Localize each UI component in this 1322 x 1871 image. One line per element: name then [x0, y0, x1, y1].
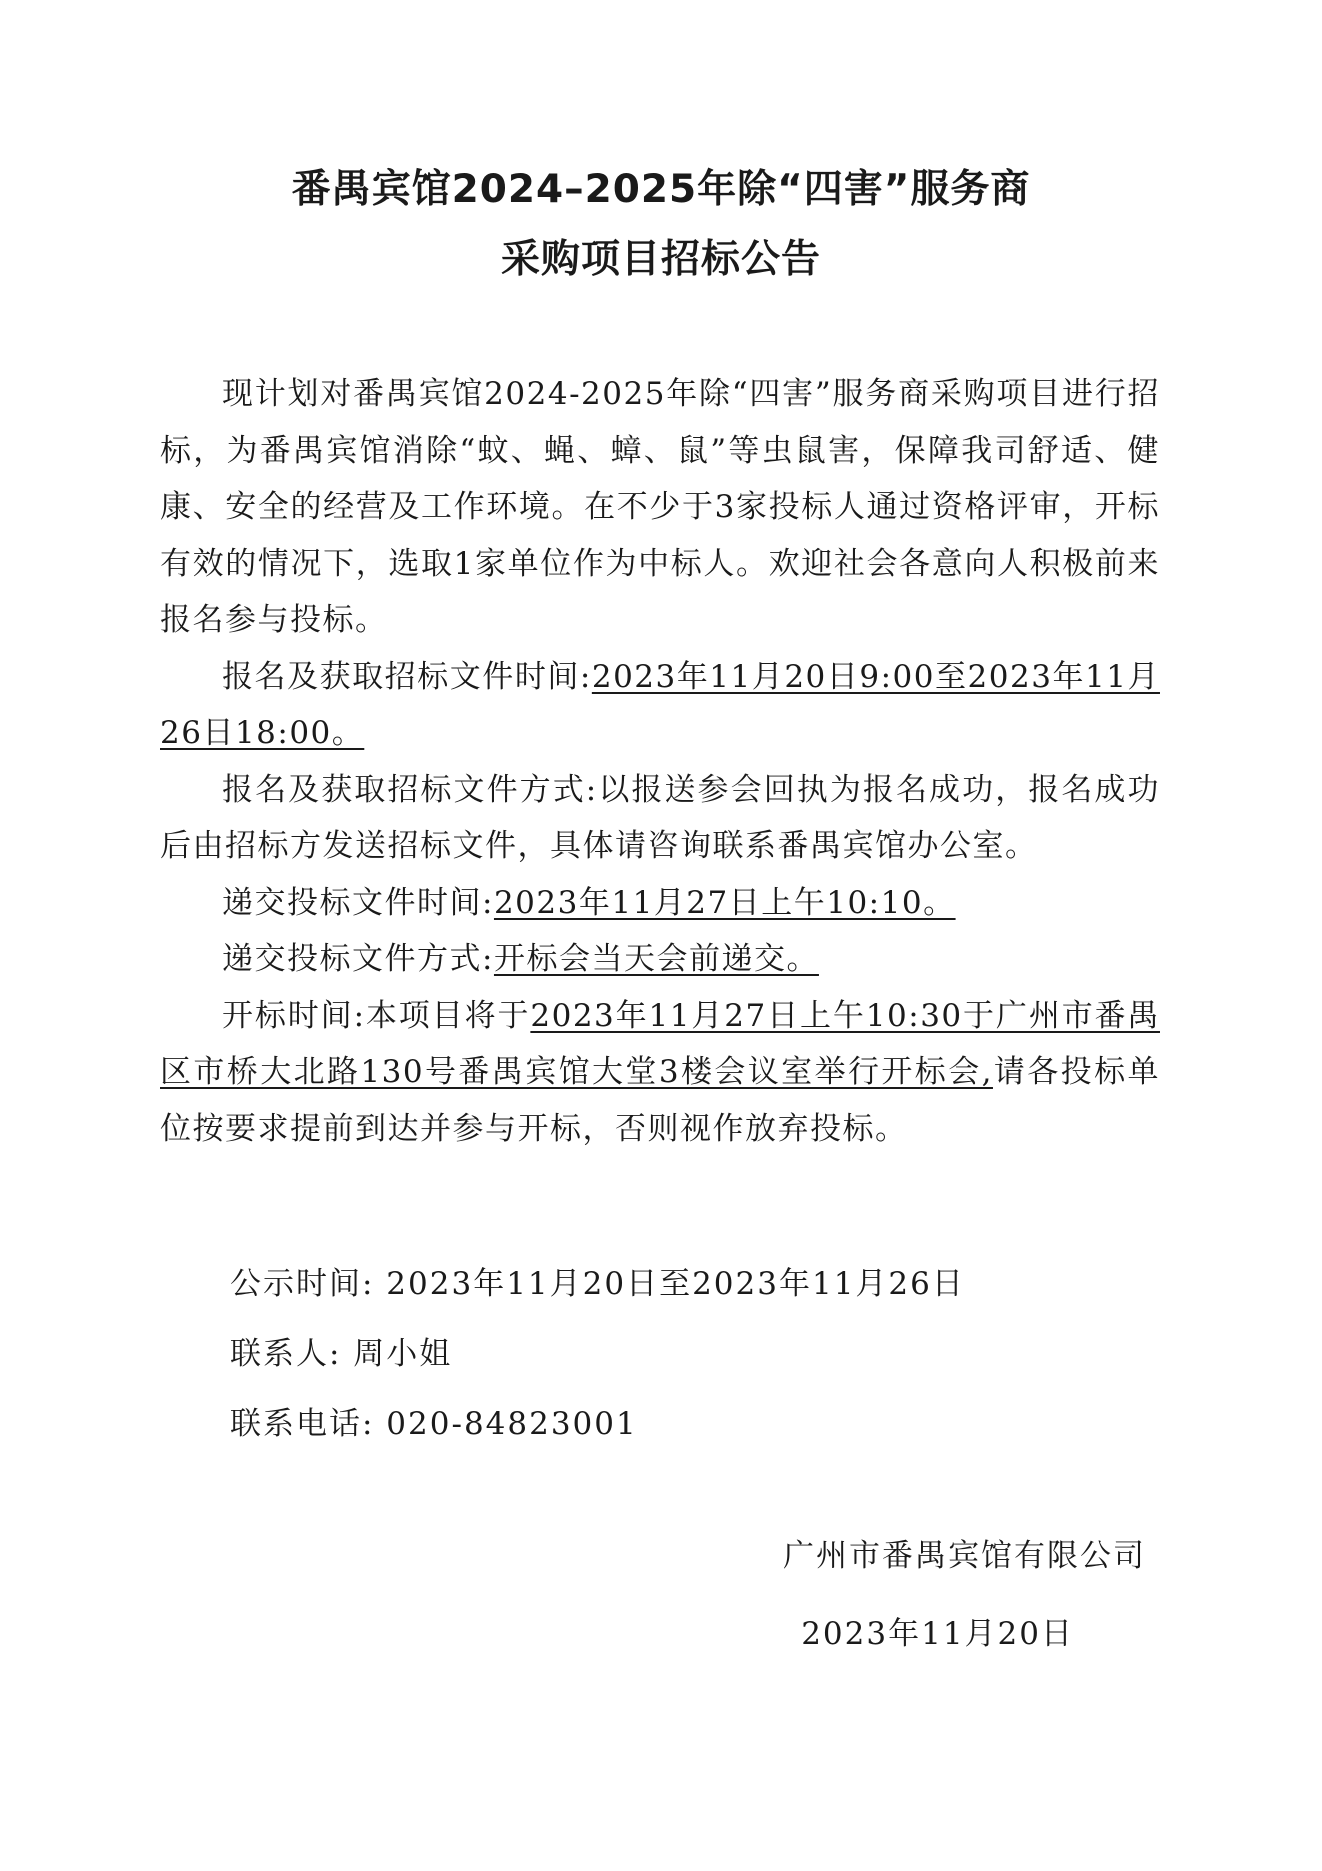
registration-method-label: 报名及获取招标文件方式: [222, 771, 598, 808]
signature-date: 2023年11月20日 [801, 1616, 1074, 1652]
submission-method-value: 开标会当天会前递交。 [493, 941, 819, 977]
document-title-line2: 采购项目招标公告 [500, 237, 821, 282]
submission-time-paragraph [160, 875, 1160, 932]
submission-time-label: 递交投标文件时间: [222, 884, 494, 921]
contact-person: 联系人: 周小姐 [230, 1336, 453, 1372]
bid-opening-paragraph [160, 988, 1160, 1158]
registration-time-paragraph [160, 649, 1160, 762]
contact-phone: 联系电话: 020-84823001 [230, 1406, 638, 1442]
publicity-period: 公示时间: 2023年11月20日至2023年11月26日 [230, 1266, 965, 1302]
announcement-body [160, 366, 1160, 1157]
signature-company: 广州市番禺宾馆有限公司 [783, 1538, 1146, 1574]
registration-time-value: 2023年11月20日9:00至2023年11月26日18:00。 [160, 658, 1160, 751]
bid-opening-suffix: 请各投标单位按要求提前到达并参与开标，否则视作放弃投标。 [160, 1054, 1160, 1147]
bid-opening-details: 2023年11月27日上午10:30于广州市番禺区市桥大北路130号番禺宾馆大堂3楼会议室举行开标会, [160, 997, 1160, 1090]
submission-time-value: 2023年11月27日上午10:10。 [493, 884, 956, 921]
submission-method-paragraph [160, 931, 1160, 988]
registration-time-label: 报名及获取招标文件时间: [222, 658, 592, 695]
registration-method-paragraph [160, 762, 1160, 875]
bid-opening-label: 开标时间: [222, 997, 366, 1034]
bid-opening-prefix: 本项目将于 [365, 997, 531, 1034]
document-title-line1: 番禺宾馆2024–2025年除“四害”服务商 [291, 167, 1031, 212]
registration-method-value: 以报送参会回执为报名成功，报名成功后由招标方发送招标文件，具体请咨询联系番禺宾馆办公室。 [160, 771, 1160, 864]
intro-paragraph: 现计划对番禺宾馆2024-2025年除“四害”服务商采购项目进行招标，为番禺宾馆消除“蚊、蝇、蟑、鼠”等虫鼠害，保障我司舒适、健康、安全的经营及工作环境。在不少于3家投标人通过资格评审，开标有效的情况下，选取1家单位作为中标人。欢迎社会各意向人积极前来报名参与投标。 [160, 376, 1160, 638]
submission-method-label: 递交投标文件方式: [222, 941, 494, 977]
